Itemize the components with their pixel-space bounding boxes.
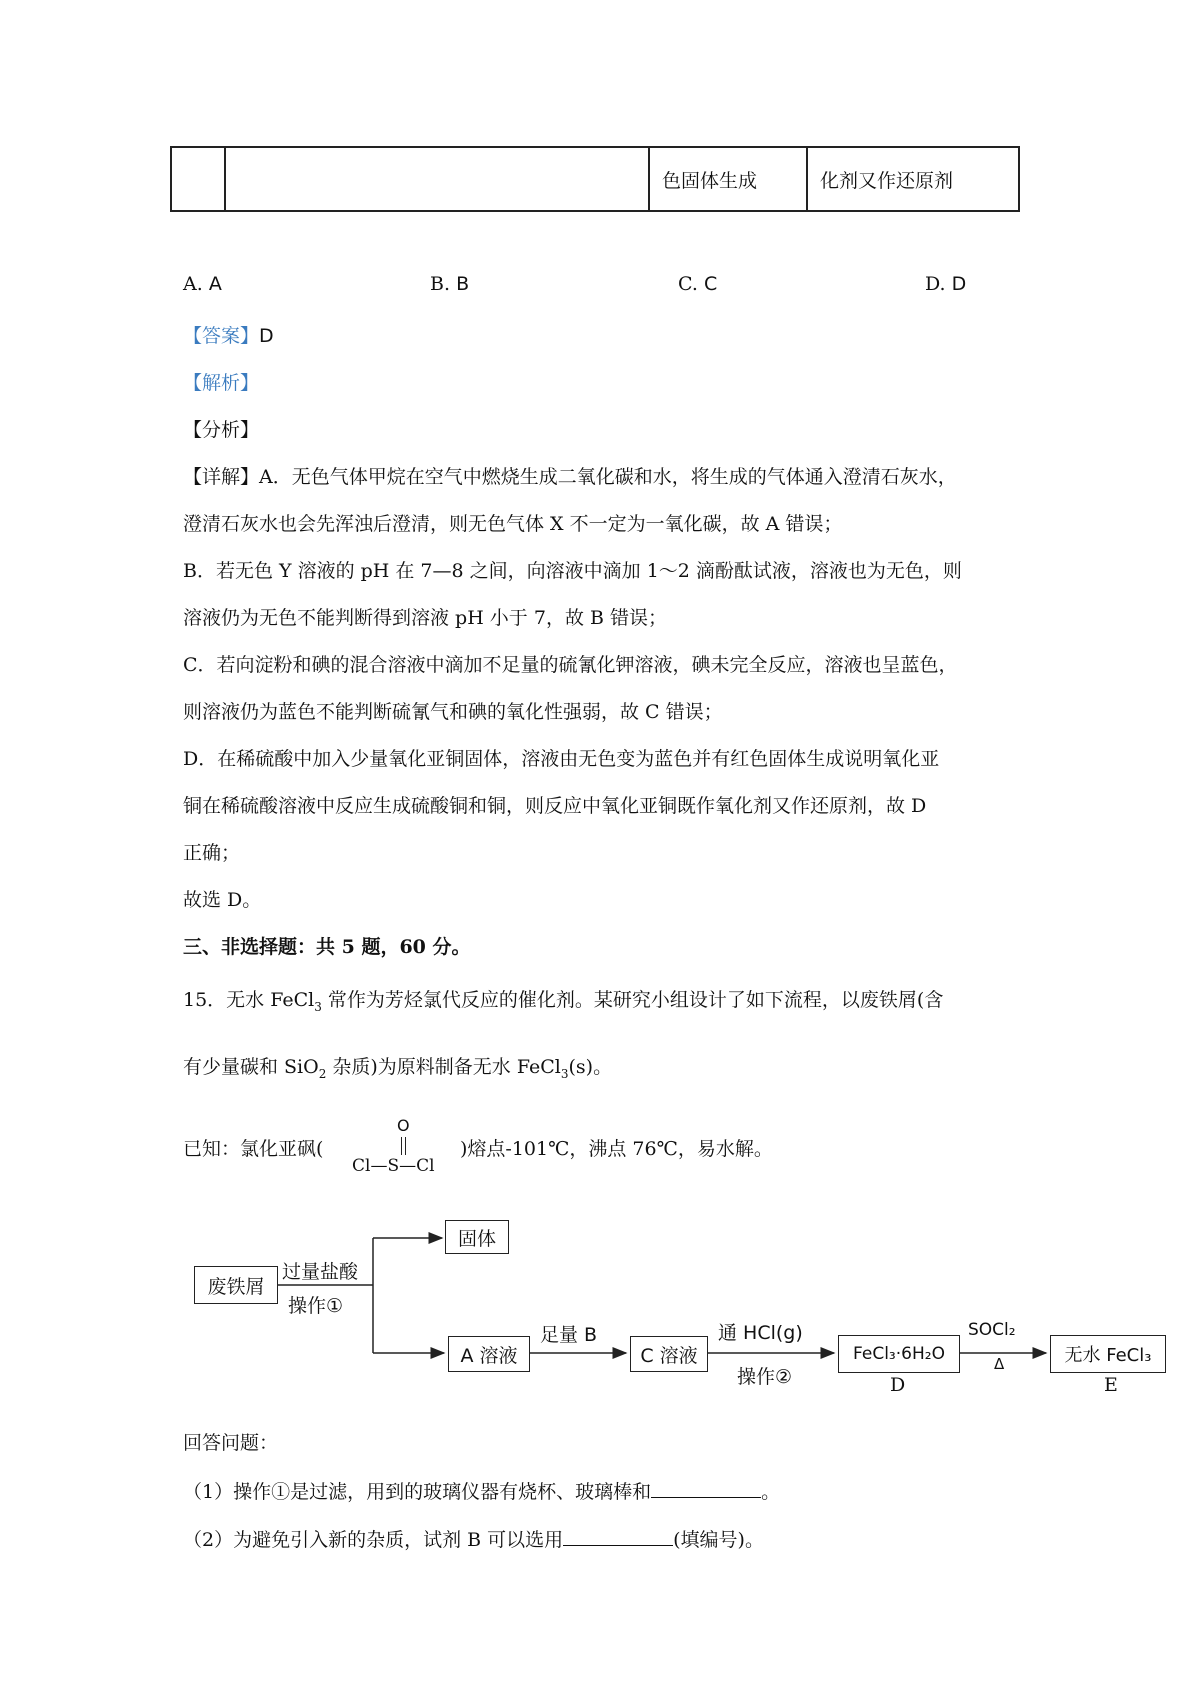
sub-question-1: [183, 1477, 780, 1504]
option-value: D: [951, 273, 967, 295]
detail-line: 溶液仍为无色不能判断得到溶液 pH 小于 7，故 B 错误；: [183, 607, 667, 629]
box-anhydrous-fecl3: 无水 FeCl₃: [1050, 1335, 1166, 1373]
box-c-solution: C 溶液: [630, 1336, 708, 1372]
known-info-a: 已知：氯化亚砜(: [183, 1138, 324, 1160]
struct-oxygen: O: [397, 1116, 410, 1135]
box-fecl3-hydrate: FeCl₃·6H₂O: [838, 1335, 960, 1373]
label-reagent-b: 足量 B: [540, 1324, 598, 1346]
detail-line: 故选 D。: [183, 889, 262, 911]
box-a-solution: A 溶液: [448, 1336, 530, 1372]
label-operation-2: 操作②: [737, 1366, 793, 1388]
q2-blank[interactable]: [563, 1527, 673, 1546]
struct-formula: Cl—S—Cl: [352, 1156, 435, 1176]
option-letter: A.: [183, 273, 203, 295]
box-solid: 固体: [445, 1220, 509, 1254]
detail-line: 【详解】A．无色气体甲烷在空气中燃烧生成二氧化碳和水，将生成的气体通入澄清石灰水，: [183, 466, 957, 488]
label-e: E: [1104, 1374, 1118, 1396]
section-title: 三、非选择题：共 5 题，60 分。: [183, 936, 471, 958]
q1-text: （1）操作①是过滤，用到的玻璃仪器有烧杯、玻璃棒和: [183, 1481, 652, 1503]
q2-text: （2）为避免引入新的杂质，试剂 B 可以选用: [183, 1529, 564, 1551]
detail-line: B．若无色 Y 溶液的 pH 在 7—8 之间，向溶液中滴加 1～2 滴酚酞试液，溶液也为无色，则: [183, 560, 962, 582]
q15-text: 常作为芳烃氯代反应的催化剂。某研究小组设计了如下流程，以废铁屑(含: [321, 989, 944, 1011]
detail-line: 正确；: [183, 842, 241, 864]
fenxi-tag: 【分析】: [183, 419, 260, 441]
label-socl2: SOCl₂: [968, 1320, 1016, 1340]
sub-question-2: [183, 1525, 764, 1552]
answer-value: D: [259, 325, 274, 347]
q1-end: 。: [761, 1481, 781, 1503]
detail-line: C．若向淀粉和碘的混合溶液中滴加不足量的硫氰化钾溶液，碘未完全反应，溶液也呈蓝色，: [183, 654, 958, 676]
label-hcl-gas: 通 HCl(g): [718, 1322, 803, 1344]
option-value: B: [456, 273, 470, 295]
q15-text: 15．无水 FeCl: [183, 989, 315, 1011]
q1-blank[interactable]: [651, 1479, 761, 1498]
table-cell-4: 化剂又作还原剂: [807, 147, 1019, 211]
detail-line: D．在稀硫酸中加入少量氧化亚铜固体，溶液由无色变为蓝色并有红色固体生成说明氧化亚: [183, 748, 940, 770]
q15-text: (s)。: [568, 1056, 613, 1078]
option-letter: D.: [925, 273, 946, 295]
option-letter: C.: [678, 273, 698, 295]
known-info-b: )熔点-101℃，沸点 76℃，易水解。: [460, 1138, 773, 1160]
detail-line: 澄清石灰水也会先浑浊后澄清，则无色气体 X 不一定为一氧化碳，故 A 错误；: [183, 513, 843, 535]
label-operation-1: 操作①: [288, 1295, 344, 1317]
option-value: C: [703, 273, 718, 295]
table-cell-3: 色固体生成: [649, 147, 807, 211]
q15-sub: 3: [314, 999, 322, 1014]
answer-intro: 回答问题：: [183, 1432, 279, 1454]
box-waste-iron: 废铁屑: [194, 1266, 278, 1304]
q15-sub: 2: [318, 1066, 327, 1081]
q15-text: 杂质)为原料制备无水 FeCl: [326, 1056, 561, 1078]
q15-text: 有少量碳和 SiO: [183, 1056, 319, 1078]
detail-line: 铜在稀硫酸溶液中反应生成硫酸铜和铜，则反应中氧化亚铜既作氧化剂又作还原剂，故 D: [183, 795, 927, 817]
option-letter: B.: [430, 273, 451, 295]
label-reagent-hcl: 过量盐酸: [282, 1261, 359, 1283]
q2-end: (填编号)。: [673, 1529, 764, 1551]
q15-sub: 3: [560, 1066, 569, 1081]
answer-tag: 【答案】: [183, 325, 260, 347]
label-heat: Δ: [994, 1355, 1005, 1373]
analysis-tag: 【解析】: [183, 372, 260, 394]
option-value: A: [208, 273, 222, 295]
detail-line: 则溶液仍为蓝色不能判断硫氰气和碘的氧化性强弱，故 C 错误；: [183, 701, 723, 723]
label-d: D: [890, 1374, 906, 1396]
